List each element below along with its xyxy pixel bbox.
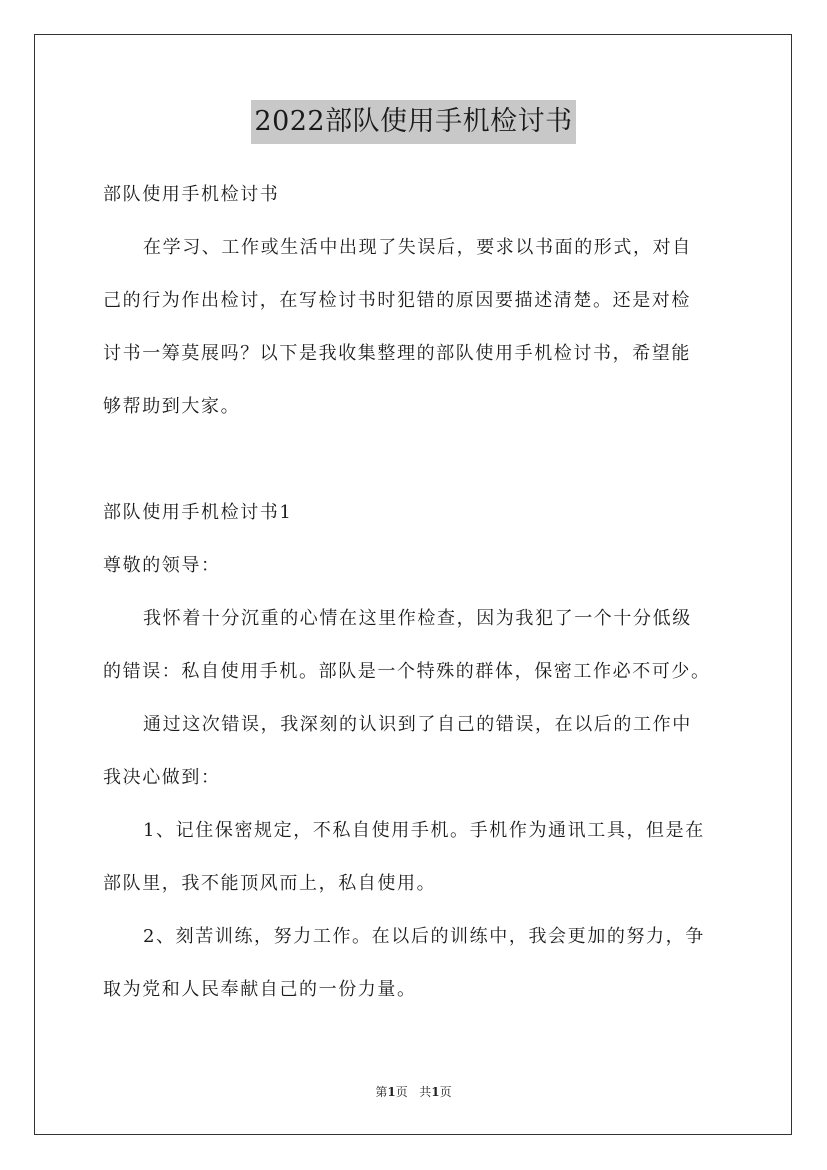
body-line: 部队里，我不能顶风而上，私自使用。 — [103, 873, 437, 894]
blank-line — [103, 433, 727, 486]
title-wrap — [0, 100, 827, 144]
page-footer — [0, 1083, 827, 1101]
section-heading: 部队使用手机检讨书1 — [103, 502, 293, 523]
document-title: 2022部队使用手机检讨书 — [251, 100, 575, 144]
body-line: 在学习、工作或生活中出现了失误后，要求以书面的形式，对自 — [143, 237, 692, 258]
document-body — [103, 168, 727, 1016]
page-suffix: 页 — [395, 1085, 408, 1099]
body-line: 够帮助到大家。 — [103, 396, 241, 417]
body-line: 我怀着十分沉重的心情在这里作检查，因为我犯了一个十分低级 — [143, 608, 692, 629]
salutation: 尊敬的领导： — [103, 555, 221, 576]
body-line: 己的行为作出检讨，在写检讨书时犯错的原因要描述清楚。还是对检 — [103, 290, 691, 311]
body-line: 讨书一筹莫展吗？以下是我收集整理的部队使用手机检讨书，希望能 — [103, 343, 691, 364]
body-line: 通过这次错误，我深刻的认识到了自己的错误，在以后的工作中 — [143, 714, 692, 735]
page-prefix: 第 — [375, 1085, 388, 1099]
total-pages: 1 — [431, 1085, 440, 1099]
total-suffix: 页 — [439, 1085, 452, 1099]
page-number: 1 — [387, 1085, 396, 1099]
body-line: 我决心做到： — [103, 767, 221, 788]
body-line: 取为党和人民奉献自己的一份力量。 — [103, 979, 417, 1000]
body-line: 2、刻苦训练，努力工作。在以后的训练中，我会更加的努力，争 — [143, 926, 705, 947]
body-line: 1、记住保密规定，不私自使用手机。手机作为通讯工具，但是在 — [143, 820, 705, 841]
body-line: 的错误：私自使用手机。部队是一个特殊的群体，保密工作必不可少。 — [103, 661, 711, 682]
body-line: 部队使用手机检讨书 — [103, 184, 280, 205]
total-prefix: 共 — [419, 1085, 432, 1099]
